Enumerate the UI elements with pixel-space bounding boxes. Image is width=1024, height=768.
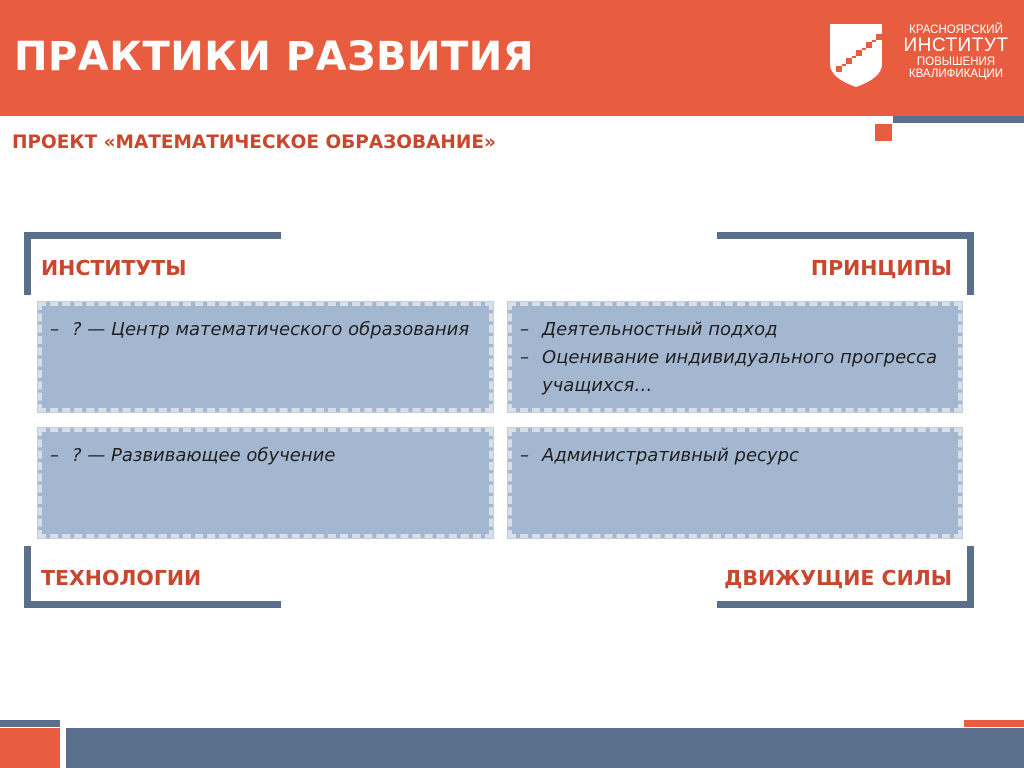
footer-right-line [964,720,1024,727]
bracket-vertical [967,546,974,608]
list-item [50,442,477,470]
bullet-dash: – [520,319,529,340]
bracket-horizontal [717,232,974,239]
institutes-list [50,316,477,344]
bullet-dash: – [50,445,59,466]
page-title: ПРАКТИКИ РАЗВИТИЯ [14,34,535,80]
bracket-vertical [24,232,31,295]
panel-driving-forces [508,428,962,538]
panel-principles [508,302,962,412]
project-subtitle: ПРОЕКТ «МАТЕМАТИЧЕСКОЕ ОБРАЗОВАНИЕ» [12,132,496,153]
bracket-horizontal [717,601,974,608]
list-item [520,344,946,400]
list-item [50,316,477,344]
panel-technologies [38,428,493,538]
list-item-text: Административный ресурс [542,445,799,466]
bracket-vertical [967,232,974,295]
list-item-text: Деятельностный подход [542,319,778,340]
principles-list [520,316,946,400]
label-institutes: ИНСТИТУТЫ [41,256,187,280]
driving-forces-list [520,442,946,470]
logo-line-3: ПОВЫШЕНИЯ [916,56,996,68]
bracket-horizontal [24,601,281,608]
header-divider-line [893,116,1024,123]
footer-left-line [0,720,60,727]
shield-stairs-icon [826,20,886,90]
institute-logo-text [896,24,1016,80]
list-item [520,316,946,344]
list-item-text: ? — Центр математического образования [72,319,470,340]
panel-institutes [38,302,493,412]
label-technologies: ТЕХНОЛОГИИ [41,566,202,590]
header-bar [0,0,1024,116]
logo-line-1: КРАСНОЯРСКИЙ [909,24,1003,36]
footer-bar [66,728,1024,768]
list-item [520,442,946,470]
list-item-text: ? — Развивающее обучение [72,445,336,466]
logo-line-2: ИНСТИТУТ [903,35,1009,57]
bracket-vertical [24,546,31,608]
bracket-horizontal [24,232,281,239]
bullet-dash: – [50,319,59,340]
technologies-list [50,442,477,470]
label-principles: ПРИНЦИПЫ [810,256,952,280]
bullet-dash: – [520,347,529,368]
label-driving-forces: ДВИЖУЩИЕ СИЛЫ [724,566,952,590]
footer-accent-block [0,728,60,768]
logo-line-4: КВАЛИФИКАЦИИ [908,68,1004,81]
list-item-text: Оценивание индивидуального прогресса учащихся… [542,347,937,396]
bullet-dash: – [520,445,529,466]
accent-square [875,124,892,141]
